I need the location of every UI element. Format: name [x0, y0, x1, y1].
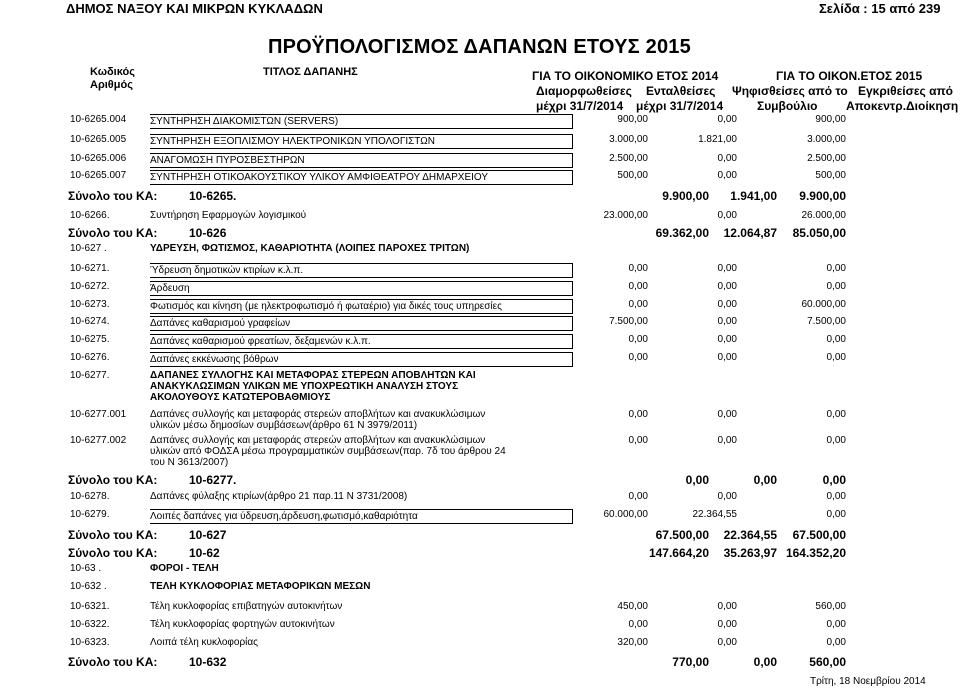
row-value-voted: 0,00 [826, 509, 846, 520]
section-heading-row [62, 243, 852, 257]
subtotal-code: 10-62 [189, 546, 220, 560]
row-value-voted: 0,00 [826, 409, 846, 420]
col-ordered-date: μέχρι 31/7/2014 [636, 99, 724, 113]
col-voted-label: Ψηφισθείσες από το [732, 84, 848, 98]
table-row [62, 263, 852, 277]
col-shaped-date: μέχρι 31/7/2014 [536, 99, 624, 113]
row-value-shaped: 7.500,00 [609, 316, 648, 327]
row-value-shaped: 450,00 [617, 601, 648, 612]
section-code: 10-63 . [70, 563, 102, 574]
subtotal-value-shaped: 69.362,00 [655, 226, 709, 240]
subtotal-value-shaped: 147.664,20 [648, 546, 709, 560]
section-title: ΦΟΡΟΙ - ΤΕΛΗ [150, 563, 219, 574]
row-value-shaped: 320,00 [617, 637, 648, 648]
subtotal-value-shaped: 9.900,00 [662, 189, 709, 203]
section-title: ΔΑΠΑΝΕΣ ΣΥΛΛΟΓΗΣ ΚΑΙ ΜΕΤΑΦΟΡΑΣ ΣΤΕΡΕΩΝ ΑΠΟΒΛΗΤΩΝ ΚΑΙ ΑΝΑΚΥΚΛΩΣΙΜΩΝ ΥΛΙΚΩΝ ΜΕ ΥΠΟΧΡΕΩΤΙΚΗ ΑΝΑΛΥΣΗ ΣΤΟΥΣ ΑΚΟΛΟΥΘΟΥΣ ΚΑΤΩΤΕΡΟΒΑΘΜΙΟΥΣ [150, 370, 476, 403]
subtotal-code: 10-6277. [189, 473, 237, 487]
row-code: 10-6277.002 [70, 435, 127, 446]
row-value-voted: 900,00 [815, 114, 846, 125]
section-title: ΤΕΛΗ ΚΥΚΛΟΦΟΡΙΑΣ ΜΕΤΑΦΟΡΙΚΩΝ ΜΕΣΩΝ [150, 581, 371, 592]
table-row [62, 210, 852, 224]
row-value-ordered: 0,00 [717, 114, 737, 125]
subtotal-label: Σύνολο του ΚΑ: [68, 189, 158, 203]
row-value-shaped: 0,00 [628, 435, 648, 446]
row-description: Ύδρευση δημοτικών κτιρίων κ.λ.π. [150, 263, 573, 278]
row-value-shaped: 0,00 [628, 352, 648, 363]
row-description: Δαπάνες φύλαξης κτιρίων(άρθρο 21 παρ.11 Ν 3731/2008) [150, 491, 408, 502]
row-description: ΣΥΝΤΗΡΗΣΗ ΕΞΟΠΛΙΣΜΟΥ ΗΛΕΚΤΡΟΝΙΚΩΝ ΥΠΟΛΟΓΙΣΤΩΝ [150, 134, 573, 149]
row-code: 10-6277.001 [70, 409, 127, 420]
row-value-ordered: 0,00 [717, 299, 737, 310]
row-code: 10-6265.004 [70, 114, 127, 125]
subtotal-code: 10-626 [189, 226, 227, 240]
subtotal-value-voted: 0,00 [822, 473, 846, 487]
section-code: 10-632 . [70, 581, 107, 592]
row-description: ΣΥΝΤΗΡΗΣΗ ΟΤΙΚΟΑΚΟΥΣΤΙΚΟΥ ΥΛΙΚΟΥ ΑΜΦΙΘΕΑΤΡΟΥ ΔΗΜΑΡΧΕΙΟΥ [150, 170, 573, 185]
table-row [62, 281, 852, 295]
row-value-shaped: 0,00 [628, 491, 648, 502]
subtotal-value-ordered: 35.263,97 [723, 546, 777, 560]
subtotal-value-voted: 560,00 [809, 655, 846, 669]
row-value-ordered: 0,00 [717, 409, 737, 420]
row-value-shaped: 60.000,00 [603, 509, 648, 520]
row-value-voted: 500,00 [815, 170, 846, 181]
table-row [62, 409, 852, 431]
row-value-ordered: 0,00 [717, 281, 737, 292]
table-row [62, 316, 852, 330]
col-code-label: Κωδικός [90, 66, 135, 78]
footer-date: Τρίτη, 18 Νοεμβρίου 2014 [810, 676, 926, 687]
organization-name: ΔΗΜΟΣ ΝΑΞΟΥ ΚΑΙ ΜΙΚΡΩΝ ΚΥΚΛΑΔΩΝ [66, 1, 323, 16]
subtotal-value-ordered: 0,00 [753, 473, 777, 487]
subtotal-row [62, 189, 852, 204]
row-description: Φωτισμός και κίνηση (με ηλεκτροφωτισμό ή φωταέριο) για δικές τους υπηρεσίες [150, 299, 573, 314]
row-code: 10-6265.007 [70, 170, 127, 181]
page-number: Σελίδα : 15 από 239 [819, 1, 941, 16]
row-value-shaped: 3.000,00 [609, 134, 648, 145]
subtotal-value-shaped: 67.500,00 [655, 528, 709, 542]
row-description: Δαπάνες καθαρισμού φρεατίων, δεξαμενών κ.λ.π. [150, 334, 573, 349]
table-row [62, 637, 852, 651]
col-fy2014-label: ΓΙΑ ΤΟ ΟΙΚΟΝΟΜΙΚΟ ΕΤΟΣ 2014 [532, 69, 719, 83]
row-code: 10-6322. [70, 619, 110, 630]
subtotal-label: Σύνολο του ΚΑ: [68, 546, 158, 560]
row-value-shaped: 0,00 [628, 334, 648, 345]
subtotal-value-ordered: 1.941,00 [730, 189, 777, 203]
section-code: 10-627 . [70, 243, 107, 254]
row-value-shaped: 0,00 [628, 619, 648, 630]
row-value-shaped: 900,00 [617, 114, 648, 125]
row-value-voted: 0,00 [826, 281, 846, 292]
section-heading-row [62, 581, 852, 595]
subtotal-value-shaped: 0,00 [685, 473, 709, 487]
row-description: Δαπάνες εκκένωσης βόθρων [150, 352, 573, 367]
row-value-shaped: 2.500,00 [609, 153, 648, 164]
row-value-shaped: 0,00 [628, 281, 648, 292]
row-value-voted: 2.500,00 [807, 153, 846, 164]
subtotal-code: 10-6265. [189, 189, 237, 203]
row-value-ordered: 0,00 [717, 170, 737, 181]
table-row [62, 334, 852, 348]
col-number-label: Αριθμός [90, 79, 133, 91]
subtotal-row [62, 226, 852, 241]
subtotal-value-voted: 67.500,00 [792, 528, 846, 542]
row-code: 10-6265.006 [70, 153, 127, 164]
table-row [62, 352, 852, 366]
table-row [62, 435, 852, 469]
row-code: 10-6278. [70, 491, 110, 502]
row-value-voted: 0,00 [826, 352, 846, 363]
row-value-shaped: 0,00 [628, 299, 648, 310]
row-value-ordered: 0,00 [717, 334, 737, 345]
row-description: Τέλη κυκλοφορίας φορτηγών αυτοκινήτων [150, 619, 335, 630]
subtotal-row [62, 546, 852, 561]
section-code: 10-6277. [70, 370, 110, 381]
row-value-ordered: 0,00 [717, 601, 737, 612]
row-description: Λοιπά τέλη κυκλοφορίας [150, 637, 258, 648]
subtotal-label: Σύνολο του ΚΑ: [68, 226, 158, 240]
row-value-ordered: 0,00 [717, 263, 737, 274]
row-code: 10-6271. [70, 263, 110, 274]
subtotal-row [62, 528, 852, 543]
row-value-ordered: 1.821,00 [698, 134, 737, 145]
col-approved-line2: Αποκεντρ.Διοίκηση [846, 99, 959, 113]
row-description: Τέλη κυκλοφορίας επιβατηγών αυτοκινήτων [150, 601, 343, 612]
row-code: 10-6276. [70, 352, 110, 363]
col-fy2015-label: ΓΙΑ ΤΟ ΟΙΚΟΝ.ΕΤΟΣ 2015 [776, 69, 923, 83]
row-value-ordered: 22.364,55 [692, 509, 737, 520]
row-code: 10-6273. [70, 299, 110, 310]
table-row [62, 601, 852, 615]
col-approved-label: Εγκριθείσες από [858, 84, 954, 98]
row-code: 10-6266. [70, 210, 110, 221]
subtotal-value-shaped: 770,00 [672, 655, 709, 669]
subtotal-row [62, 655, 852, 670]
col-ordered-label: Ενταλθείσες [646, 84, 716, 98]
row-description: Άρδευση [150, 281, 573, 296]
row-description: ΣΥΝΤΗΡΗΣΗ ΔΙΑΚΟΜΙΣΤΩΝ (SERVERS) [150, 114, 573, 129]
row-value-voted: 0,00 [826, 263, 846, 274]
subtotal-value-voted: 85.050,00 [792, 226, 846, 240]
row-value-voted: 26.000,00 [801, 210, 846, 221]
row-code: 10-6321. [70, 601, 110, 612]
row-code: 10-6274. [70, 316, 110, 327]
row-value-shaped: 0,00 [628, 263, 648, 274]
row-value-ordered: 0,00 [717, 153, 737, 164]
row-code: 10-6272. [70, 281, 110, 292]
table-row [62, 114, 852, 128]
subtotal-label: Σύνολο του ΚΑ: [68, 528, 158, 542]
subtotal-value-ordered: 12.064,87 [723, 226, 777, 240]
row-value-voted: 0,00 [826, 637, 846, 648]
row-value-shaped: 0,00 [628, 409, 648, 420]
row-code: 10-6265.005 [70, 134, 127, 145]
row-description: Δαπάνες συλλογής και μεταφοράς στερεών αποβλήτων και ανακυκλώσιμων υλικών μέσω δημοσίων συμβάσεων(άρθρο 61 Ν 3979/2011) [150, 409, 486, 431]
col-title-label: ΤΙΤΛΟΣ ΔΑΠΑΝΗΣ [263, 66, 358, 78]
section-heading-row [62, 563, 852, 577]
row-value-voted: 7.500,00 [807, 316, 846, 327]
col-voted-line2: Συμβούλιο [757, 99, 818, 113]
row-value-ordered: 0,00 [717, 619, 737, 630]
section-heading-row [62, 370, 852, 404]
row-value-voted: 60.000,00 [801, 299, 846, 310]
subtotal-value-ordered: 22.364,55 [723, 528, 777, 542]
row-value-ordered: 0,00 [717, 637, 737, 648]
row-value-ordered: 0,00 [717, 316, 737, 327]
row-description: Συντήρηση Εφαρμογών λογισμικού [150, 210, 307, 221]
row-description: Δαπάνες καθαρισμού γραφείων [150, 316, 573, 331]
table-row [62, 509, 852, 523]
subtotal-value-voted: 164.352,20 [785, 546, 846, 560]
row-value-voted: 0,00 [826, 619, 846, 630]
table-row [62, 170, 852, 184]
row-description: ΑΝΑΓΟΜΩΣΗ ΠΥΡΟΣΒΕΣΤΗΡΩΝ [150, 153, 573, 168]
table-row [62, 491, 852, 505]
row-value-voted: 0,00 [826, 435, 846, 446]
table-row [62, 299, 852, 313]
row-value-shaped: 23.000,00 [603, 210, 648, 221]
row-value-ordered: 0,00 [717, 210, 737, 221]
table-row [62, 134, 852, 148]
subtotal-row [62, 473, 852, 488]
row-value-voted: 0,00 [826, 491, 846, 502]
row-code: 10-6279. [70, 509, 110, 520]
subtotal-code: 10-632 [189, 655, 227, 669]
subtotal-label: Σύνολο του ΚΑ: [68, 655, 158, 669]
col-shaped-label: Διαμορφωθείσες [536, 84, 632, 98]
subtotal-value-ordered: 0,00 [753, 655, 777, 669]
subtotal-value-voted: 9.900,00 [799, 189, 846, 203]
row-description: Δαπάνες συλλογής και μεταφοράς στερεών αποβλήτων και ανακυκλώσιμων υλικών από ΦΟΔΣΑ μέσω προγραμματικών συμβάσεων(παρ. 7δ του άρθρου 24 του Ν 3613/2007) [150, 435, 506, 468]
document-title: ΠΡΟΫΠΟΛΟΓΙΣΜΟΣ ΔΑΠΑΝΩΝ ΕΤΟΥΣ 2015 [268, 36, 691, 58]
row-value-voted: 0,00 [826, 334, 846, 345]
table-row [62, 619, 852, 633]
subtotal-label: Σύνολο του ΚΑ: [68, 473, 158, 487]
row-code: 10-6275. [70, 334, 110, 345]
row-value-shaped: 500,00 [617, 170, 648, 181]
subtotal-code: 10-627 [189, 528, 227, 542]
row-value-voted: 560,00 [815, 601, 846, 612]
row-description: Λοιπές δαπάνες για ύδρευση,άρδευση,φωτισμό,καθαριότητα [150, 509, 573, 524]
row-value-voted: 3.000,00 [807, 134, 846, 145]
table-row [62, 153, 852, 167]
row-code: 10-6323. [70, 637, 110, 648]
row-value-ordered: 0,00 [717, 435, 737, 446]
row-value-ordered: 0,00 [717, 491, 737, 502]
section-title: ΥΔΡΕΥΣΗ, ΦΩΤΙΣΜΟΣ, ΚΑΘΑΡΙΟΤΗΤΑ (ΛΟΙΠΕΣ ΠΑΡΟΧΕΣ ΤΡΙΤΩΝ) [150, 243, 470, 254]
row-value-ordered: 0,00 [717, 352, 737, 363]
